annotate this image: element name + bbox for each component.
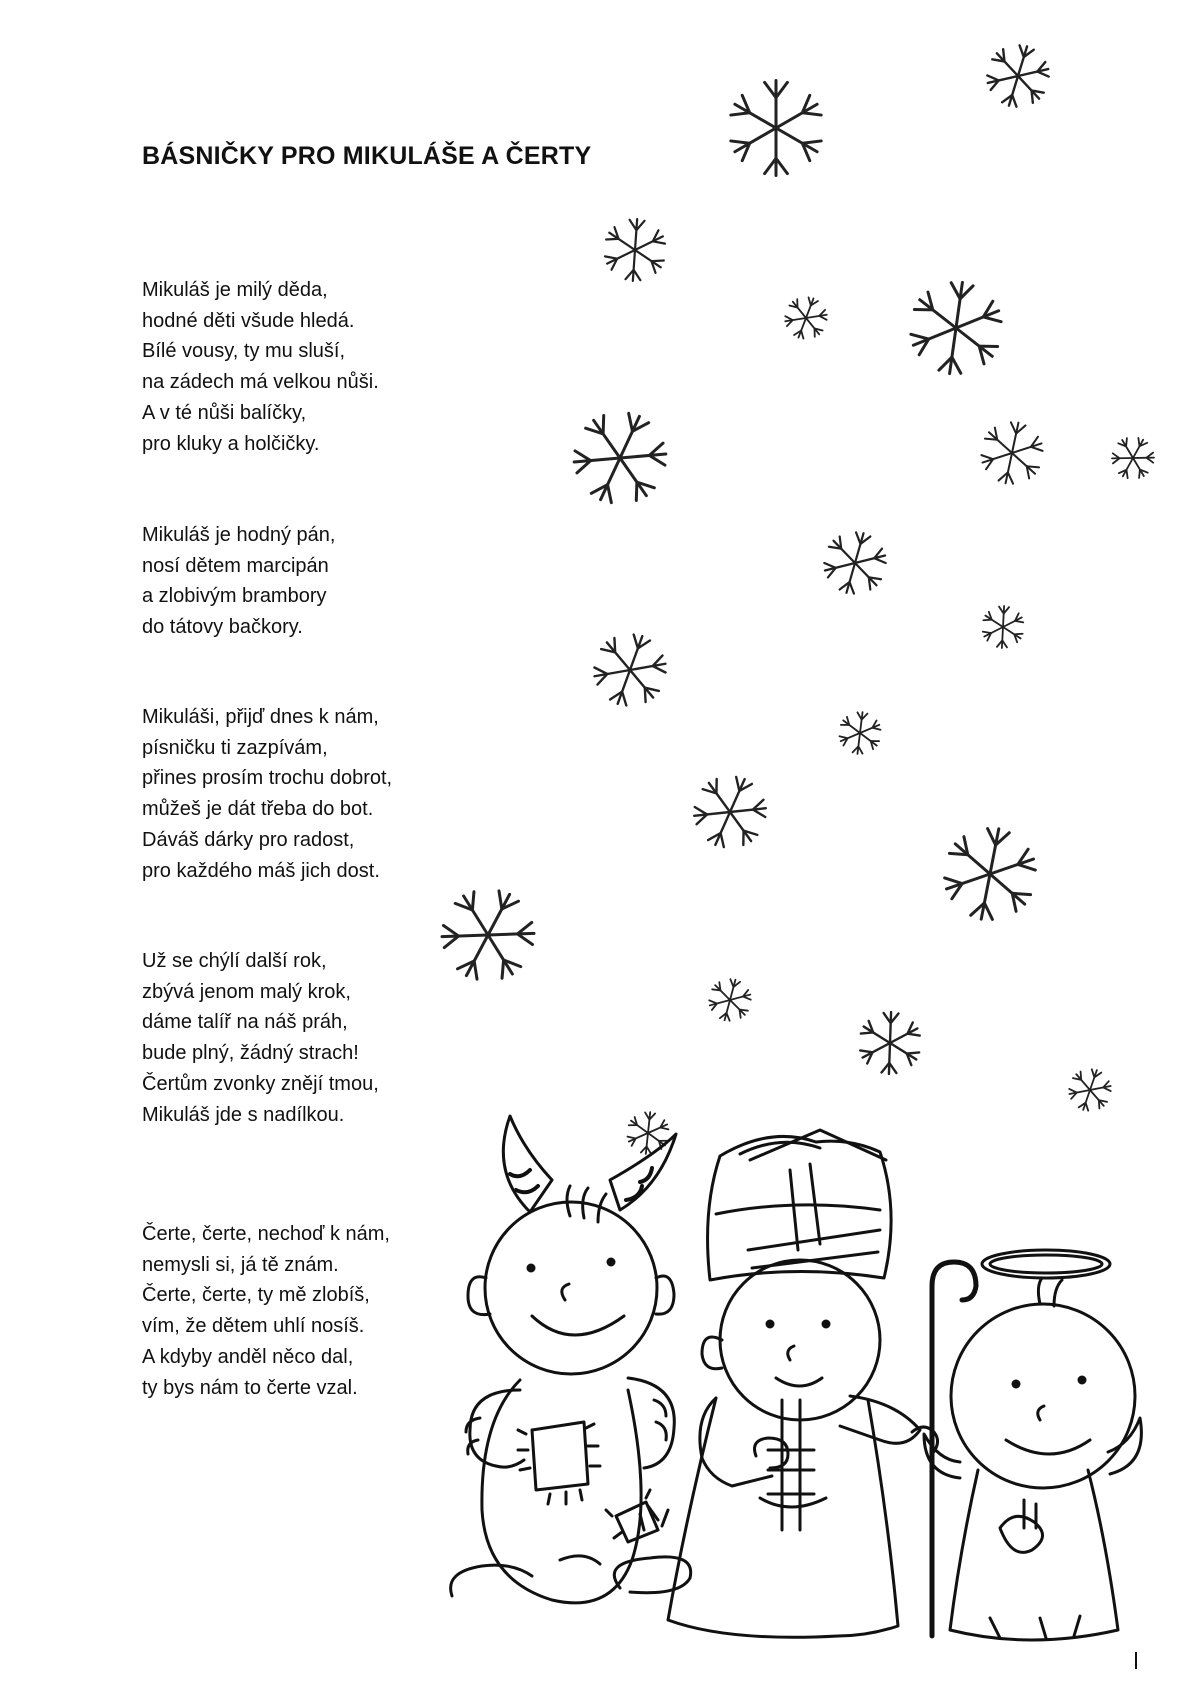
saint-nicholas-figure — [668, 1130, 976, 1637]
page-title: BÁSNIČKY PRO MIKULÁŠE A ČERTY — [142, 142, 592, 170]
page-number-mark — [1135, 1652, 1137, 1669]
poem-line: pro kluky a holčičky. — [142, 432, 320, 455]
poem-line: A kdyby anděl něco dal, — [142, 1345, 354, 1368]
poem-line: nemysli si, já tě znám. — [142, 1253, 339, 1276]
poem-line: A v té nůši balíčky, — [142, 401, 307, 424]
poem-line: Už se chýlí další rok, — [142, 950, 327, 972]
poem-line: hodné děti všude hledá. — [142, 309, 355, 332]
poem-line: ty bys nám to čerte vzal. — [142, 1376, 358, 1399]
poem-line: Čerte, čerte, nechoď k nám, — [142, 1223, 390, 1245]
poem-line: přines prosím trochu dobrot, — [142, 767, 393, 790]
poem-line: Čerte, čerte, ty mě zlobíš, — [142, 1284, 370, 1307]
poem-line: Mikuláši, přijď dnes k nám, — [142, 706, 379, 728]
poem-line: a zlobivým brambory — [142, 585, 327, 608]
poem-line: zbývá jenom malý krok, — [142, 980, 351, 1003]
poem-line: Čertům zvonky znějí tmou, — [142, 1072, 379, 1095]
poem-line: bude plný, žádný strach! — [142, 1042, 359, 1065]
poem-line: vím, že dětem uhlí nosíš. — [142, 1315, 365, 1338]
poem-line: do tátovy bačkory. — [142, 616, 303, 639]
poem-line: Mikuláš je hodný pán, — [142, 524, 336, 546]
poem-line: nosí dětem marcipán — [142, 554, 329, 577]
angel-figure — [924, 1250, 1141, 1640]
poem-line: Mikuláš je milý děda, — [142, 279, 328, 301]
poem-line: můžeš je dát třeba do bot. — [142, 798, 374, 821]
devil-figure — [451, 1116, 691, 1603]
poem-line: Bílé vousy, ty mu sluší, — [142, 340, 346, 363]
poem-line: pro každého máš jich dost. — [142, 859, 380, 882]
poem-line: Mikuláš jde s nadílkou. — [142, 1103, 345, 1126]
poem-line: na zádech má velkou nůši. — [142, 371, 379, 394]
poem-line: písničku ti zazpívám, — [142, 736, 328, 759]
poem-line: Dáváš dárky pro radost, — [142, 828, 355, 851]
poem-line: dáme talíř na náš práh, — [142, 1011, 348, 1034]
